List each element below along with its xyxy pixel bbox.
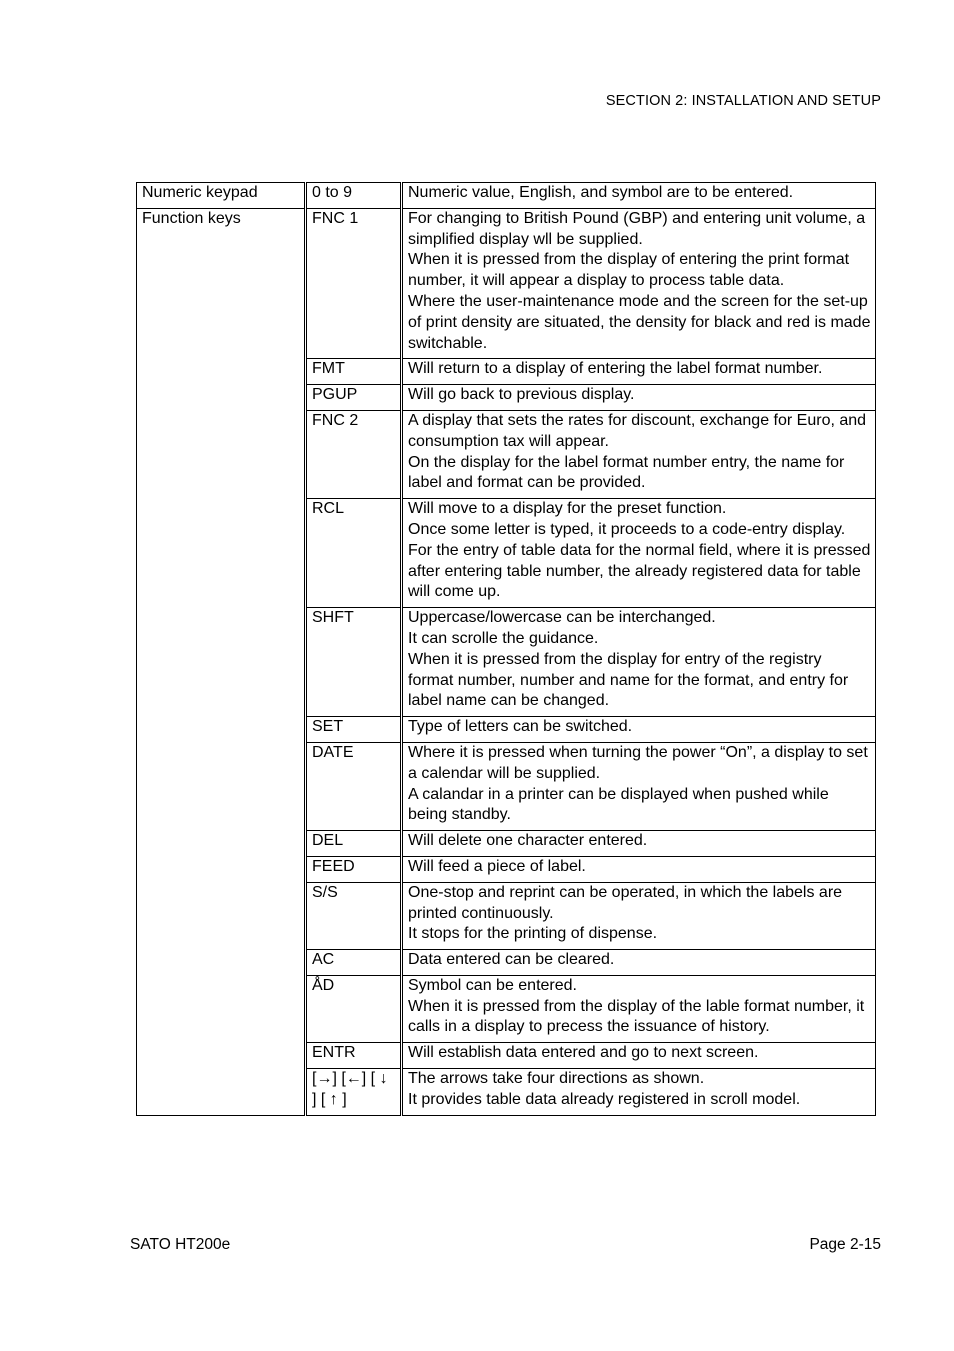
key-name-cell: FEED (306, 856, 402, 882)
key-group-cell: Function keys (137, 208, 306, 1115)
key-name-cell: 0 to 9 (306, 183, 402, 209)
description-line: A display that sets the rates for discount, exchange for Euro, and consumption tax will appear. (408, 411, 867, 450)
key-description-cell (402, 1069, 876, 1116)
key-description-cell (402, 1043, 876, 1069)
description-line: Will move to a display for the preset function. (408, 500, 727, 518)
key-name-cell: PGUP (306, 385, 402, 411)
description-line: Numeric value, English, and symbol are to be entered. (408, 184, 794, 201)
footer-product: SATO HT200e (130, 1236, 231, 1253)
key-description-cell (402, 742, 876, 830)
key-function-table (136, 182, 876, 1116)
description-line: Data entered can be cleared. (408, 951, 615, 969)
description-line: Will go back to previous display. (408, 386, 635, 404)
key-description-cell (402, 950, 876, 976)
key-name-cell: FMT (306, 359, 402, 385)
description-line: It can scrolle the guidance. (408, 629, 599, 647)
key-description-cell (402, 359, 876, 385)
table-row (137, 183, 876, 209)
description-line: Will return to a display of entering the label format number. (408, 360, 823, 378)
key-description-cell (402, 385, 876, 411)
description-line: Symbol can be entered. (408, 976, 577, 994)
key-name-cell: FNC 2 (306, 410, 402, 498)
description-line: When it is pressed from the display of the lable format number, it calls in a display to precess the issuance of history. (408, 997, 865, 1036)
description-line: Will establish data entered and go to next screen. (408, 1044, 759, 1062)
key-description-cell (402, 183, 876, 209)
table-row (137, 208, 876, 359)
key-description-cell (402, 831, 876, 857)
description-line: It provides table data already registered in scroll model. (408, 1090, 801, 1108)
footer-page-number: Page 2-15 (809, 1236, 881, 1253)
description-line: Will feed a piece of label. (408, 857, 586, 875)
description-line: The arrows take four directions as shown. (408, 1070, 705, 1088)
description-line: One-stop and reprint can be operated, in which the labels are printed continuously. (408, 883, 843, 922)
description-line: It stops for the printing of dispense. (408, 925, 658, 943)
description-line: For changing to British Pound (GBP) and entering unit volume, a simplified display wll be supplied. (408, 209, 866, 248)
key-name-cell: S/S (306, 882, 402, 949)
description-line: When it is pressed from the display of entering the print format number, it will appear a display to process table data. (408, 251, 850, 290)
key-description-cell (402, 499, 876, 608)
description-line: On the display for the label format number entry, the name for label and format can be provided. (408, 453, 845, 492)
key-description-cell (402, 410, 876, 498)
key-description-cell (402, 208, 876, 359)
description-line: Type of letters can be switched. (408, 718, 633, 736)
key-name-cell: AC (306, 950, 402, 976)
key-name-cell: SHFT (306, 608, 402, 717)
key-description-cell (402, 975, 876, 1042)
key-description-cell (402, 856, 876, 882)
description-line: A calandar in a printer can be displayed when pushed while being standby. (408, 785, 829, 824)
description-line: When it is pressed from the display for entry of the registry format number, number and name for the format, and entry for label name can be changed. (408, 650, 849, 710)
key-group-cell: Numeric keypad (137, 183, 306, 209)
description-line: Where the user-maintenance mode and the screen for the set-up of print density are situated, the density for black and red is made switchable. (408, 292, 871, 352)
key-name-cell: ÅD (306, 975, 402, 1042)
description-line: For the entry of table data for the normal field, where it is pressed after entering table number, the already registered data for table will come up. (408, 541, 871, 601)
description-line: Uppercase/lowercase can be interchanged. (408, 609, 716, 627)
description-line: Will delete one character entered. (408, 832, 648, 850)
key-description-cell (402, 882, 876, 949)
key-name-cell: ENTR (306, 1043, 402, 1069)
description-line: Once some letter is typed, it proceeds to a code-entry display. (408, 520, 846, 538)
description-line: Where it is pressed when turning the power “On”, a display to set a calendar will be supplied. (408, 743, 868, 782)
key-description-cell (402, 717, 876, 743)
key-description-cell (402, 608, 876, 717)
key-name-cell: FNC 1 (306, 208, 402, 359)
section-header: SECTION 2: INSTALLATION AND SETUP (605, 93, 881, 109)
key-name-cell: [→] [←] [ ↓ ] [ ↑ ] (306, 1069, 402, 1116)
key-name-cell: DATE (306, 742, 402, 830)
key-name-cell: DEL (306, 831, 402, 857)
key-name-cell: SET (306, 717, 402, 743)
key-name-cell: RCL (306, 499, 402, 608)
